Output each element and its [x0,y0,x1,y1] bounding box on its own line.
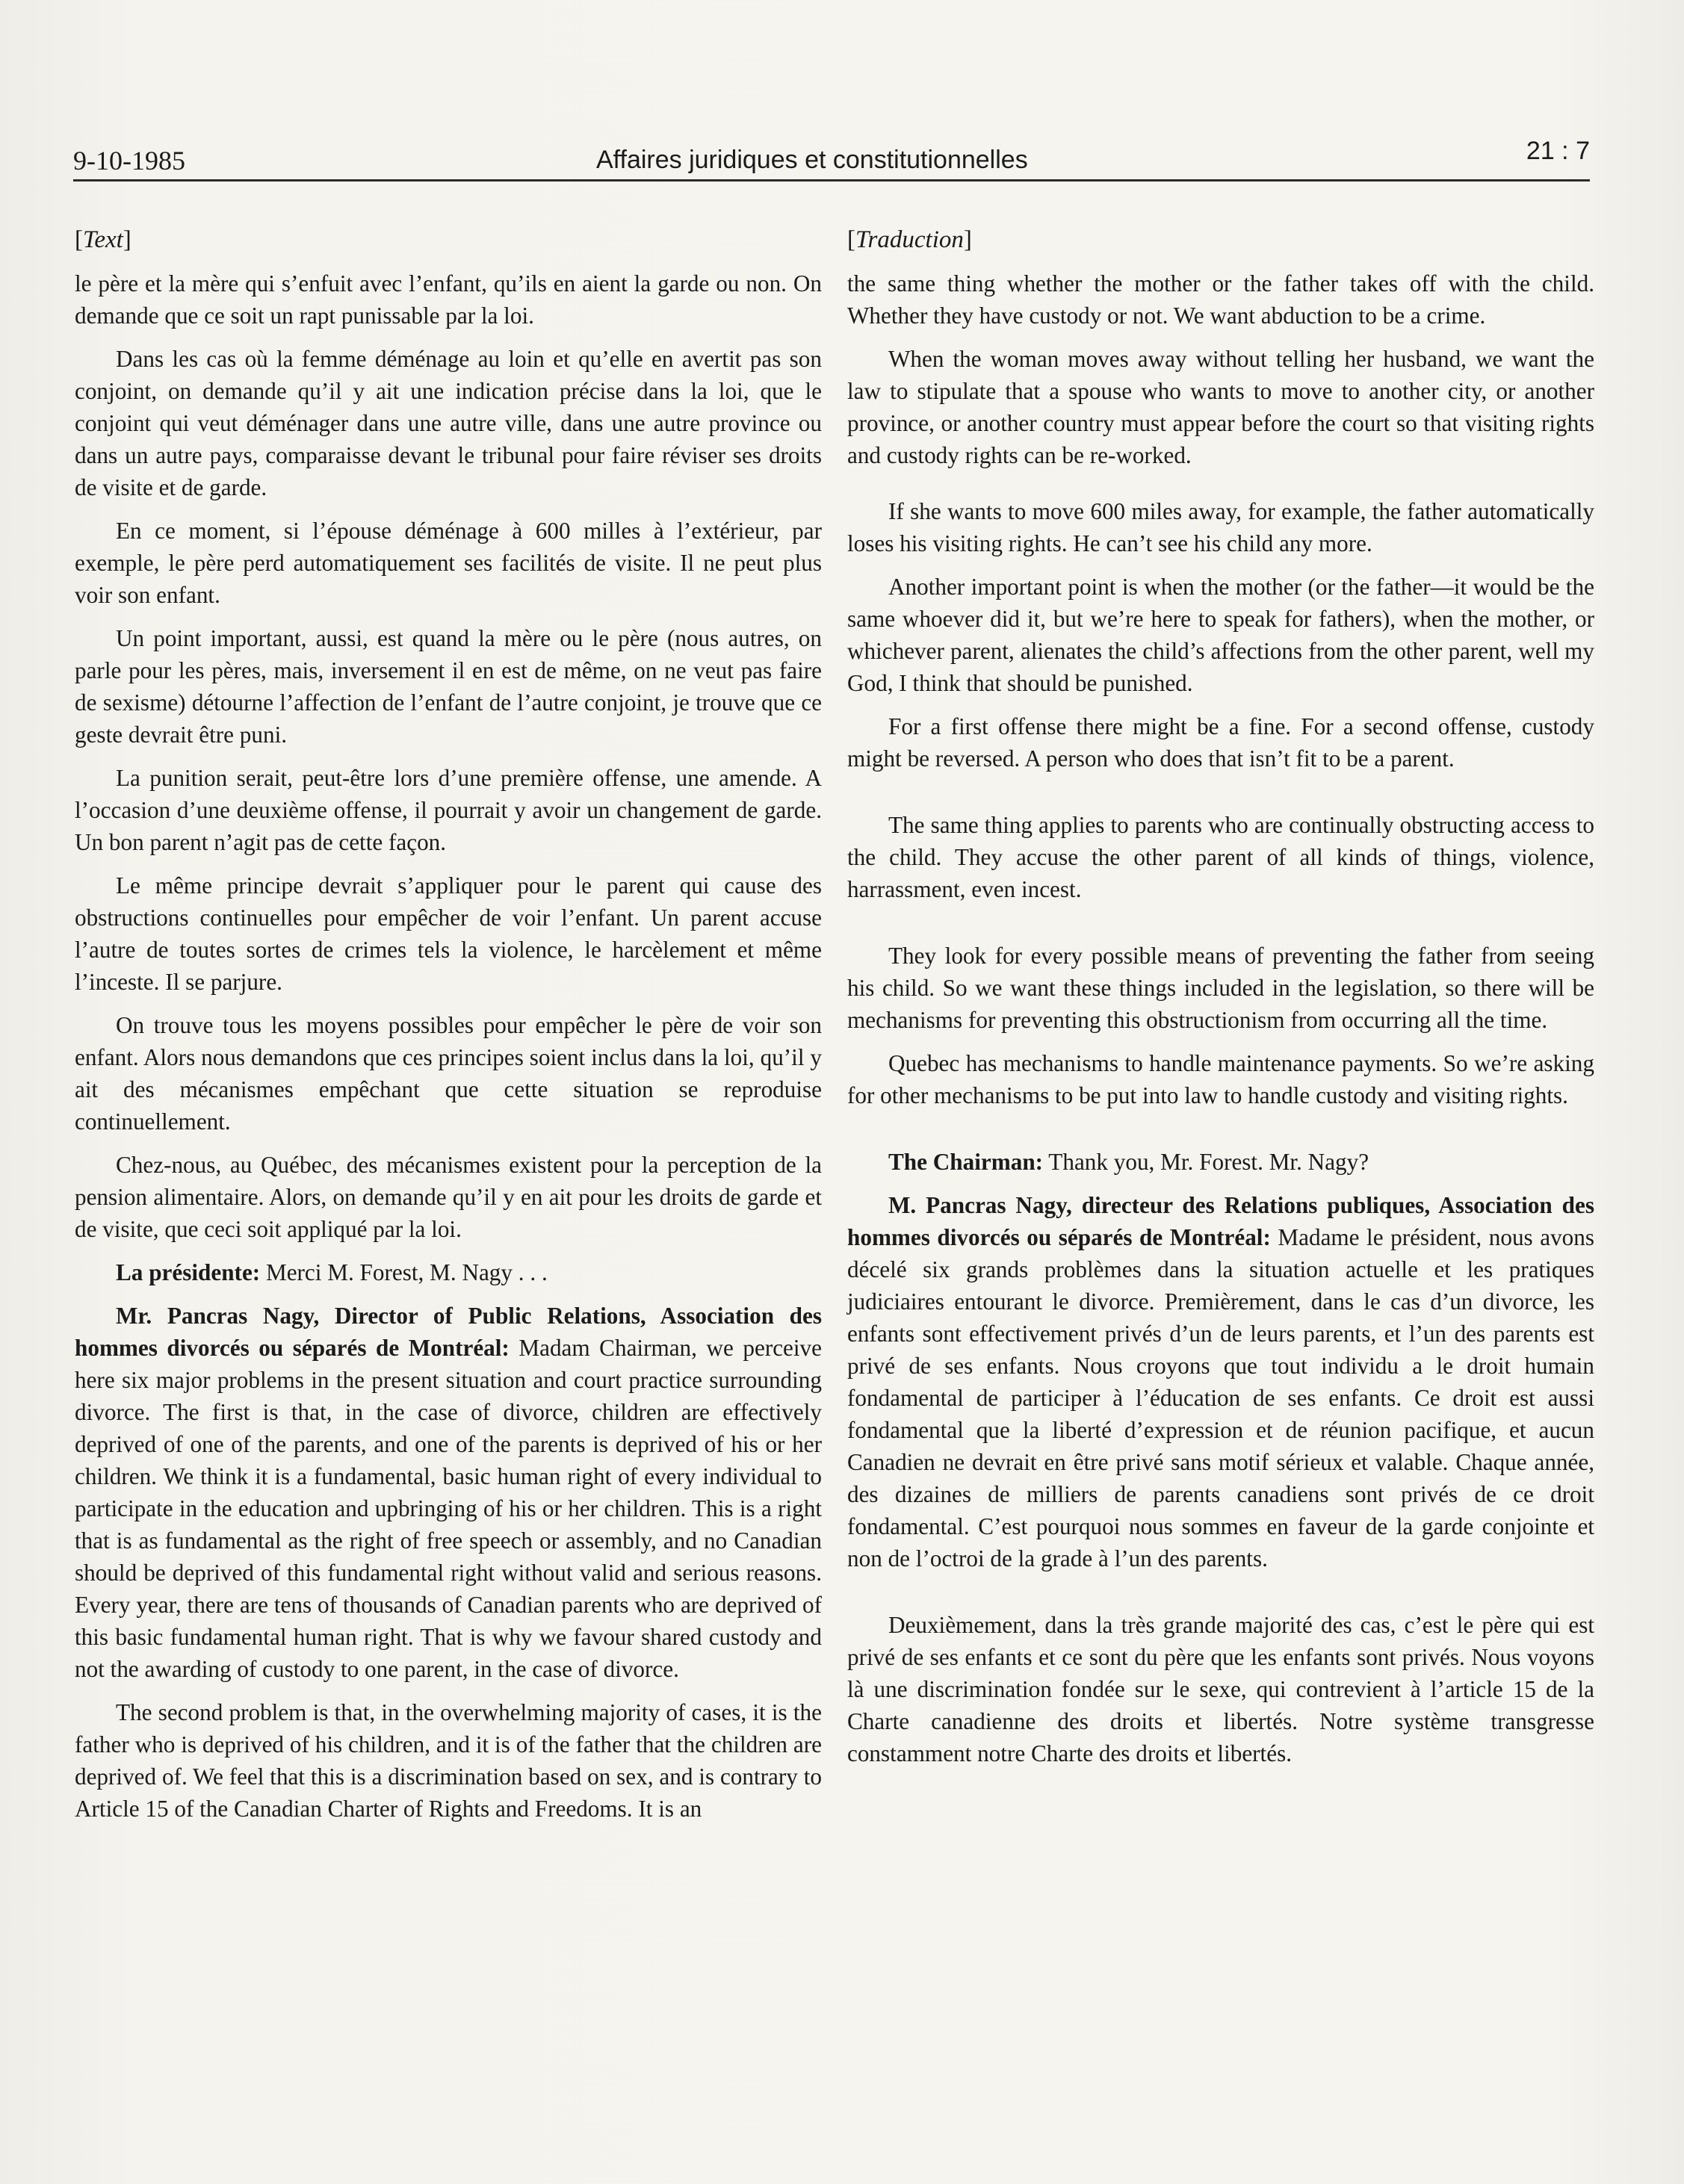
right-chair-speaker: The Chairman: [888,1149,1044,1175]
left-paragraph-3: En ce moment, si l’épouse déménage à 600 milles à l’extérieur, par exemple, le père perd automatiquement ses facilités de visite. Il ne peut plus voir son enfant. [75,518,822,608]
column-label-text: [Text] [75,226,131,253]
header-title: Affaires juridiques et constitutionnelles [596,146,1028,174]
left-paragraph-6: Le même principe devrait s’appliquer pour le parent qui cause des obstructions continuelles pour empêcher de voir l’enfant. Un parent accuse l’autre de toutes sortes de crimes tels la violence, le harcèlement et même l’inceste. Il se parjure. [75,872,822,995]
left-nagy-text: Madam Chairman, we perceive here six major problems in the present situation and court practice surrounding divorce. The first is that, in the case of divorce, children are effectively deprived of one of the parents, and one of the parents is deprived of his or her children. We think it is a fundamental, basic human right of every individual to participate in the education and upbringing of his or her children. This is a right that is as fundamental as the right of free speech or assembly, and no Canadian should be deprived of this fundamental right without valid and serious reasons. Every year, there are tens of thousands of Canadian parents who are deprived of this basic fundamental human right. That is why we favour shared custody and not the awarding of custody to one parent, in the case of divorce. [75,1335,822,1682]
right-column [847,224,1594,1781]
left-paragraph-8: Chez-nous, au Québec, des mécanismes existent pour la perception de la pension alimentaire. Alors, on demande qu’il y en ait pour les droits de garde et de visite, que ceci soit appliqué par la loi. [75,1152,822,1242]
left-nagy-speaker: Mr. Pancras Nagy, Director of Public Relations, Association des hommes divorcés ou séparés de Montréal: [75,1303,822,1361]
left-paragraph-1: le père et la mère qui s’enfuit avec l’enfant, qu’ils en aient la garde ou non. On demande que ce soit un rapt punissable par la loi. [75,270,822,329]
column-label-traduction: [Traduction] [847,226,972,253]
right-chair-remark [847,1146,1594,1178]
right-paragraph-last: Deuxièmement, dans la très grande majorité des cas, c’est le père qui est privé de ses enfants et ce sont du père que les enfants sont privés. Nous voyons là une discrimination fondée sur le sexe, qui contrevient à l’article 15 de la Charte canadienne des droits et libertés. Notre système transgresse constamment notre Charte des droits et libertés. [847,1612,1594,1766]
left-chair-text: Merci M. Forest, M. Nagy . . . [260,1259,548,1285]
left-chair-speaker: La présidente: [116,1259,261,1285]
right-paragraph-8: Quebec has mechanisms to handle maintenance payments. So we’re asking for other mechanisms to be put into law to handle custody and visiting rights. [847,1050,1594,1108]
left-paragraph-4: Un point important, aussi, est quand la mère ou le père (nous autres, on parle pour les pères, mais, inversement il en est de même, on ne veut pas faire de sexisme) détourne l’affection de l’enfant de l’autre conjoint, je trouve que ce geste devrait être puni. [75,625,822,748]
header-page-number: 21 : 7 [1526,137,1590,165]
right-paragraph-7: They look for every possible means of preventing the father from seeing his child. So we want these things included in the legislation, so there will be mechanisms for preventing this obstructionism from occurring all the time. [847,943,1594,1033]
header-date: 9-10-1985 [73,146,185,176]
left-paragraph-last: The second problem is that, in the overwhelming majority of cases, it is the father who is deprived of his children, and it is of the father that the children are deprived of. We feel that this is a discrimination based on sex, and is contrary to Article 15 of the Canadian Charter of Rights and Freedoms. It is an [75,1699,822,1822]
right-nagy-text: Madame le président, nous avons décelé six grands problèmes dans la situation actuelle et les pratiques judiciaires entourant le divorce. Premièrement, dans le cas d’un divorce, les enfants sont effectivement privés d’un de leurs parents, et l’un des parents est privé de ses enfants. Nous croyons que tout individu a le droit humain fondamental de participer à l’éducation de ses enfants. Ce droit est aussi fondamental que la liberté d’expression et de réunion pacifique, et aucun Canadien ne devrait en être privé sans motif sérieux et valable. Chaque année, des dizaines de milliers de parents canadiens sont privés de ce droit fondamental. C’est pourquoi nous sommes en faveur de la garde conjointe et non de l’octroi de la grade à l’un des parents. [847,1224,1594,1572]
right-paragraph-6: The same thing applies to parents who are continually obstructing access to the child. They accuse the other parent of all kinds of things, violence, harrassment, even incest. [847,812,1594,902]
right-paragraph-1: the same thing whether the mother or the father takes off with the child. Whether they have custody or not. We want abduction to be a crime. [847,270,1594,329]
left-paragraph-7: On trouve tous les moyens possibles pour empêcher le père de voir son enfant. Alors nous demandons que ces principes soient inclus dans la loi, qu’il y ait des mécanismes empêchant que cette situation se reproduise continuellement. [75,1012,822,1135]
right-nagy-statement [847,1189,1594,1575]
right-paragraph-4: Another important point is when the mother (or the father—it would be the same whoever did it, but we’re here to speak for fathers), when the mother, or whichever parent, alienates the child’s affections from the other parent, well my God, I think that should be punished. [847,574,1594,696]
page-header [73,134,1590,182]
right-paragraph-5: For a first offense there might be a fine. For a second offense, custody might be reversed. A person who does that isn’t fit to be a parent. [847,713,1594,772]
right-paragraph-3: If she wants to move 600 miles away, for example, the father automatically loses his visiting rights. He can’t see his child any more. [847,498,1594,556]
left-nagy-statement [75,1300,822,1685]
right-chair-text: Thank you, Mr. Forest. Mr. Nagy? [1043,1149,1369,1175]
left-column [75,224,822,1836]
left-paragraph-5: La punition serait, peut-être lors d’une première offense, une amende. A l’occasion d’une deuxième offense, il pourrait y avoir un changement de garde. Un bon parent n’agit pas de cette façon. [75,765,822,855]
right-nagy-speaker: M. Pancras Nagy, directeur des Relations publiques, Association des hommes divorcés ou séparés de Montréal: [847,1192,1594,1250]
right-paragraph-2: When the woman moves away without telling her husband, we want the law to stipulate that a spouse who wants to move to another city, or another province, or another country must appear before the court so that visiting rights and custody rights can be re-worked. [847,346,1594,468]
left-chair-remark [75,1256,822,1288]
left-paragraph-2: Dans les cas où la femme déménage au loin et qu’elle en avertit pas son conjoint, on demande qu’il y ait une indication précise dans la loi, que le conjoint qui veut déménager dans une autre ville, dans une autre province ou dans un autre pays, comparaisse devant le tribunal pour faire réviser ses droits de visite et de garde. [75,346,822,500]
